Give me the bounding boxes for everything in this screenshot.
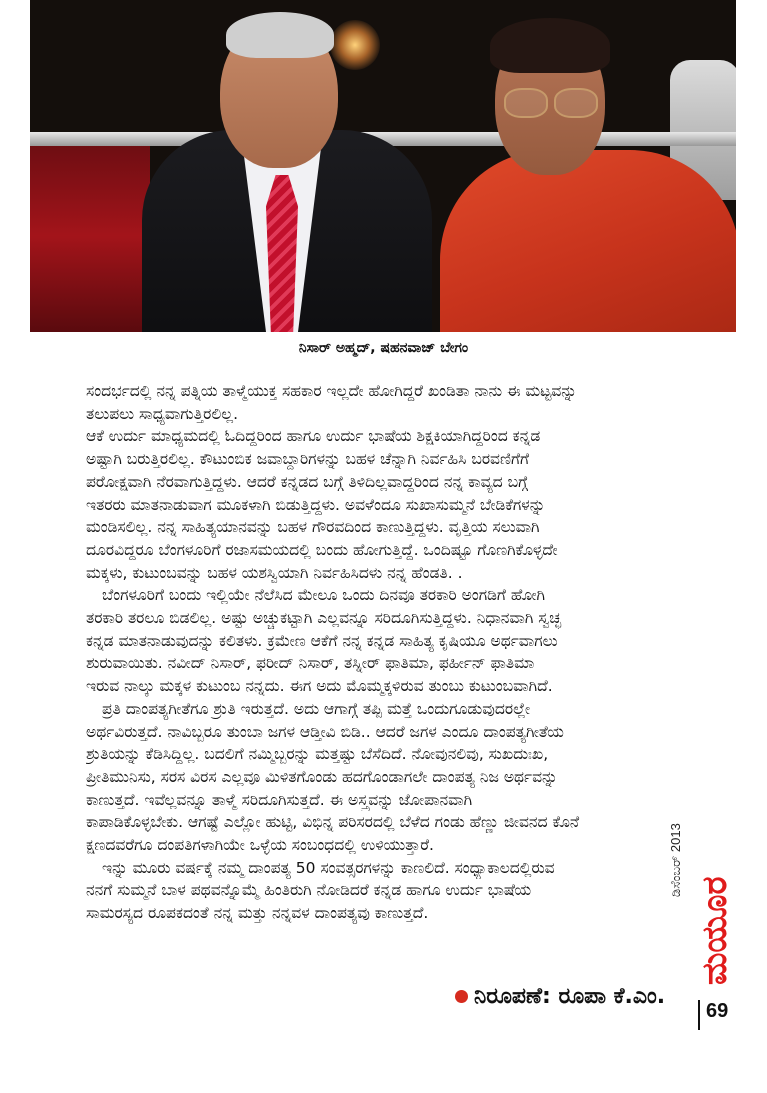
article-line: ಕಾಣುತ್ತದೆ. ಇವೆಲ್ಲವನ್ನೂ ತಾಳ್ಮೆ ಸರಿದೂಗಿಸುತ್ತದೆ. ಈ ಅಸ್ತ್ರವನ್ನು ಜೋಪಾನವಾಗಿ	[86, 790, 473, 809]
page-number-rule	[698, 1000, 700, 1030]
photo-caption: ನಿಸಾರ್ ಅಹ್ಮದ್, ಷಹನವಾಜ್ ಬೇಗಂ	[298, 340, 469, 356]
article-line: ಇರುವ ನಾಲ್ಕು ಮಕ್ಕಳ ಕುಟುಂಬ ನನ್ನದು. ಈಗ ಅದು ಮೊಮ್ಮಕ್ಕಳಿರುವ ತುಂಬು ಕುಟುಂಬವಾಗಿದೆ.	[86, 677, 553, 696]
article-line: ಪ್ರೀತಿಮುನಿಸು, ಸರಸ ವಿರಸ ಎಲ್ಲವೂ ಮಿಳಿತಗೊಂಡು ಹದಗೊಂಡಾಗಲೇ ದಾಂಪತ್ಯ ನಿಜ ಅರ್ಥವನ್ನು	[86, 767, 558, 786]
stage-light	[330, 20, 380, 70]
byline	[455, 984, 665, 1009]
article-line: ಬೆಂಗಳೂರಿಗೆ ಬಂದು ಇಲ್ಲಿಯೇ ನೆಲೆಸಿದ ಮೇಲೂ ಒಂದು ದಿನವೂ ತರಕಾರಿ ಅಂಗಡಿಗೆ ಹೋಗಿ	[102, 586, 546, 605]
byline-text: ನಿರೂಪಣೆ: ರೂಪಾ ಕೆ.ಎಂ.	[474, 984, 666, 1009]
page-number: 69	[706, 1000, 729, 1022]
article-line: ತಲುಪಲು ಸಾಧ್ಯವಾಗುತ್ತಿರಲಿಲ್ಲ.	[86, 404, 239, 423]
article-line: ಶುರುವಾಯಿತು. ನವೀದ್ ನಿಸಾರ್, ಫರೀದ್ ನಿಸಾರ್, ತಸ್ನೀರ್ ಫಾತಿಮಾ, ಫರ್ಹೀನ್ ಫಾತಿಮಾ	[86, 654, 535, 673]
article-line: ಸಾಮರಸ್ಯದ ರೂಪಕದಂತೆ ನನ್ನ ಮತ್ತು ನನ್ನವಳ ದಾಂಪತ್ಯವು ಕಾಣುತ್ತದೆ.	[86, 904, 429, 923]
article-line: ಪ್ರತಿ ದಾಂಪತ್ಯಗೀತೆಗೂ ಶ್ರುತಿ ಇರುತ್ತದೆ. ಅದು ಆಗಾಗ್ಗೆ ತಪ್ಪಿ ಮತ್ತೆ ಒಂದುಗೂಡುವುದರಲ್ಲೇ	[102, 699, 531, 718]
magazine-logo: ಮಯೂರ	[695, 876, 735, 985]
article-line: ಇತರರು ಮಾತನಾಡುವಾಗ ಮೂಕಳಾಗಿ ಬಿಡುತ್ತಿದ್ದಳು. ಅವಳೆಂದೂ ಸುಖಾಸುಮ್ಮನೆ ಬೇಡಿಕೆಗಳನ್ನು	[86, 495, 546, 514]
article-line: ಕ್ಷಣದವರೆಗೂ ದಂಪತಿಗಳಾಗಿಯೇ ಒಳ್ಳೆಯ ಸಂಬಂಧದಲ್ಲಿ ಉಳಿಯುತ್ತಾರೆ.	[86, 836, 434, 855]
man-tie	[266, 175, 298, 332]
article-line: ಪರೋಕ್ಷವಾಗಿ ನೆರವಾಗುತ್ತಿದ್ದಳು. ಆದರೆ ಕನ್ನಡದ ಬಗ್ಗೆ ತಿಳಿದಿಲ್ಲವಾದ್ದರಿಂದ ನನ್ನ ಕಾವ್ಯದ ಬಗ್ಗೆ	[86, 472, 528, 491]
article-line: ಮಕ್ಕಳು, ಕುಟುಂಬವನ್ನು ಬಹಳ ಯಶಸ್ವಿಯಾಗಿ ನಿರ್ವಹಿಸಿದಳು ನನ್ನ ಹೆಂಡತಿ. .	[86, 563, 463, 582]
woman-sari	[440, 150, 736, 332]
article-line: ತರಕಾರಿ ತರಲೂ ಬಿಡಲಿಲ್ಲ. ಅಷ್ಟು ಅಚ್ಚುಕಟ್ಟಾಗಿ ಎಲ್ಲವನ್ನೂ ಸರಿದೂಗಿಸುತ್ತಿದ್ದಳು. ನಿಧಾನವಾಗಿ ಸ್ವಚ್ಛ	[86, 609, 562, 628]
article-line: ಇನ್ನು ಮೂರು ವರ್ಷಕ್ಕೆ ನಮ್ಮ ದಾಂಪತ್ಯ 50 ಸಂವತ್ಸರಗಳನ್ನು ಕಾಣಲಿದೆ. ಸಂಧ್ಯಾಕಾಲದಲ್ಲಿರುವ	[102, 858, 555, 877]
article-line: ಶ್ರುತಿಯನ್ನು ಕೆಡಿಸಿದ್ದಿಲ್ಲ. ಬದಲಿಗೆ ನಮ್ಮಿಬ್ಬರನ್ನು ಮತ್ತಷ್ಟು ಬೆಸೆದಿದೆ. ನೋವುನಲಿವು, ಸುಖದುಃಖ,	[86, 745, 549, 764]
article-line: ಆಕೆ ಉರ್ದು ಮಾಧ್ಯಮದಲ್ಲಿ ಓದಿದ್ದರಿಂದ ಹಾಗೂ ಉರ್ದು ಭಾಷೆಯ ಶಿಕ್ಷಕಿಯಾಗಿದ್ದರಿಂದ ಕನ್ನಡ	[86, 427, 541, 446]
issue-date: ಡಿಸೆಂಬರ್ 2013	[668, 823, 683, 897]
red-chair	[30, 140, 150, 332]
article-line: ಅರ್ಥವಿರುತ್ತದೆ. ನಾವಿಬ್ಬರೂ ತುಂಬಾ ಜಗಳ ಆಡ್ತೀವಿ ಬಿಡಿ.. ಆದರೆ ಜಗಳ ಎಂದೂ ದಾಂಪತ್ಯಗೀತೆಯ	[86, 722, 564, 741]
article-line: ಸಂದರ್ಭದಲ್ಲಿ ನನ್ನ ಪತ್ನಿಯ ತಾಳ್ಮೆಯುಕ್ತ ಸಹಕಾರ ಇಲ್ಲದೇ ಹೋಗಿದ್ದರೆ ಖಂಡಿತಾ ನಾನು ಈ ಮಟ್ಟವನ್ನು	[86, 382, 577, 400]
glasses-icon	[500, 88, 600, 116]
article-line: ದೂರವಿದ್ದರೂ ಬೆಂಗಳೂರಿಗೆ ರಜಾಸಮಯದಲ್ಲಿ ಬಂದು ಹೋಗುತ್ತಿದ್ದೆ. ಒಂದಿಷ್ಟೂ ಗೊಣಗಿಕೊಳ್ಳದೇ	[86, 540, 558, 559]
article-line: ಮಂಡಿಸಲಿಲ್ಲ. ನನ್ನ ಸಾಹಿತ್ಯಯಾನವನ್ನು ಬಹಳ ಗೌರವದಿಂದ ಕಾಣುತ್ತಿದ್ದಳು. ವೃತ್ತಿಯ ಸಲುವಾಗಿ	[86, 518, 540, 537]
article-line: ಕನ್ನಡ ಮಾತನಾಡುವುದನ್ನು ಕಲಿತಳು. ಕ್ರಮೇಣ ಆಕೆಗೆ ನನ್ನ ಕನ್ನಡ ಸಾಹಿತ್ಯ ಕೃಷಿಯೂ ಅರ್ಥವಾಗಲು	[86, 631, 558, 650]
article-body	[86, 380, 686, 925]
man-hair	[226, 12, 334, 58]
article-line: ನನಗೆ ಸುಮ್ಮನೆ ಬಾಳ ಪಥವನ್ನೊಮ್ಮೆ ಹಿಂತಿರುಗಿ ನೋಡಿದರೆ ಕನ್ನಡ ಹಾಗೂ ಉರ್ದು ಭಾಷೆಯ	[86, 881, 532, 900]
article-line: ಅಷ್ಟಾಗಿ ಬರುತ್ತಿರಲಿಲ್ಲ. ಕೌಟುಂಬಿಕ ಜವಾಬ್ದಾರಿಗಳನ್ನು ಬಹಳ ಚೆನ್ನಾಗಿ ನಿರ್ವಹಿಸಿ ಬರವಣಿಗೆಗೆ	[86, 450, 529, 469]
woman-hair	[490, 18, 610, 73]
article-line: ಕಾಪಾಡಿಕೊಳ್ಳಬೇಕು. ಆಗಷ್ಟೆ ಎಲ್ಲೋ ಹುಟ್ಟಿ, ವಿಭಿನ್ನ ಪರಿಸರದಲ್ಲಿ ಬೆಳೆದ ಗಂಡು ಹೆಣ್ಣು ಜೀವನದ ಕೊನೆ	[86, 813, 580, 832]
portrait-photo	[30, 0, 736, 332]
bullet-icon	[455, 990, 468, 1003]
